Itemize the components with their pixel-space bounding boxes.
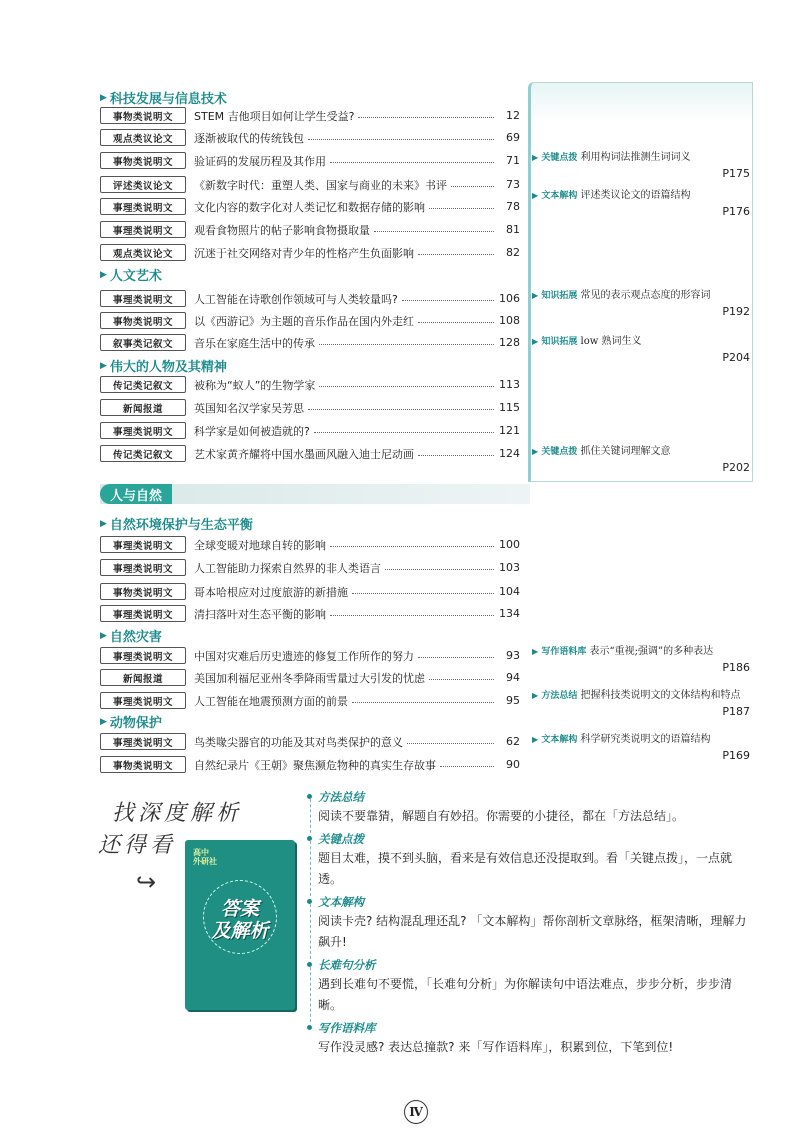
entry-page: 100: [499, 538, 520, 551]
toc-entry[interactable]: [100, 398, 520, 417]
entry-title: 逐渐被取代的传统钱包: [194, 131, 304, 145]
toc-entry[interactable]: [100, 311, 520, 330]
triangle-icon: ▶: [100, 269, 107, 280]
entry-title: 《新数字时代：重塑人类、国家与商业的未来》书评: [194, 178, 447, 192]
triangle-icon: ▶: [532, 447, 539, 456]
dot-leader: [418, 254, 494, 255]
section-title: 伟大的人物及其精神: [109, 360, 227, 375]
note-page-ref: P204: [722, 351, 750, 364]
entry-page: 134: [499, 607, 520, 620]
toc-entry[interactable]: [100, 558, 520, 577]
entry-title: 以《西游记》为主题的音乐作品在国内外走红: [194, 314, 414, 328]
entry-title: 艺术家黄齐耀将中国水墨画风融入迪士尼动画: [194, 447, 414, 461]
toc-entry[interactable]: [100, 220, 520, 239]
note-text: 利用构词法推测生词词义: [580, 152, 691, 163]
note-text: 表示“重视;强调”的多种表达: [589, 646, 714, 657]
entry-title: 人工智能在诗歌创作领域可与人类较量吗?: [194, 292, 398, 306]
triangle-icon: ▶: [532, 337, 539, 346]
entry-page: 104: [499, 585, 520, 598]
note-text: 常见的表示观点态度的形容词: [580, 290, 711, 301]
entry-title: 美国加利福尼亚州冬季降雨雪量过大引发的忧虑: [194, 671, 425, 685]
side-note: [532, 188, 750, 219]
entry-page: 95: [506, 694, 520, 707]
genre-tag: 事理类说明文: [100, 733, 186, 750]
triangle-icon: ▶: [532, 191, 539, 200]
triangle-icon: ▶: [100, 716, 107, 727]
entry-title: 哥本哈根应对过度旅游的新措施: [194, 585, 348, 599]
triangle-icon: ▶: [532, 735, 539, 744]
entry-page: 115: [499, 401, 520, 414]
entry-title: 文化内容的数字化对人类记忆和数据存储的影响: [194, 200, 425, 214]
genre-tag: 传记类记叙文: [100, 376, 186, 393]
genre-tag: 事理类说明文: [100, 221, 186, 238]
dot-leader: [330, 162, 494, 163]
section-title: 自然环境保护与生态平衡: [109, 518, 253, 533]
triangle-icon: ▶: [100, 92, 107, 103]
triangle-icon: ▶: [100, 518, 107, 529]
toc-entry[interactable]: [100, 755, 520, 774]
entry-title: STEM 吉他项目如何让学生受益?: [194, 109, 355, 123]
guide-item: [308, 956, 748, 1016]
entry-page: 94: [506, 671, 520, 684]
banner-label: 人与自然: [100, 484, 172, 504]
genre-tag: 事物类说明文: [100, 152, 186, 169]
entry-page: 62: [506, 735, 520, 748]
entry-title: 验证码的发展历程及其作用: [194, 154, 326, 168]
promo-heading-line2: 还得看: [98, 833, 177, 858]
note-text: 抓住关键词理解文意: [580, 446, 671, 457]
dot-leader: [385, 569, 494, 570]
toc-entry[interactable]: [100, 604, 520, 623]
triangle-icon: ▶: [100, 630, 107, 641]
dot-leader: [358, 117, 494, 118]
entry-page: 81: [506, 223, 520, 236]
book-top-line1: 高中: [193, 848, 209, 857]
guide-heading: 关键点拨: [318, 830, 748, 848]
toc-entry[interactable]: [100, 243, 520, 262]
note-tag: 知识拓展: [541, 291, 578, 301]
toc-entry[interactable]: [100, 444, 520, 463]
toc-entry[interactable]: [100, 333, 520, 352]
entry-page: 121: [499, 424, 520, 437]
entry-title: 自然纪录片《王朝》聚焦濒危物种的真实生存故事: [194, 758, 436, 772]
guide-text: 题目太难，摸不到头脑，看来是有效信息还没提取到。看「关键点拨」，一点就透。: [318, 851, 733, 886]
guide-text: 阅读卡壳? 结构混乱理还乱? 「文本解构」帮你剖析文章脉络，框架清晰，理解力飙升!: [318, 914, 747, 949]
dot-leader: [418, 455, 494, 456]
entry-page: 124: [499, 447, 520, 460]
note-page-ref: P175: [722, 167, 750, 180]
dot-leader: [330, 615, 494, 616]
genre-tag: 事理类说明文: [100, 559, 186, 576]
toc-entry[interactable]: [100, 421, 520, 440]
toc-entry[interactable]: [100, 128, 520, 147]
book-title-line1: 答案: [220, 898, 259, 920]
genre-tag: 事理类说明文: [100, 198, 186, 215]
genre-tag: 叙事类记叙文: [100, 334, 186, 351]
dot-leader: [418, 322, 494, 323]
note-tag: 关键点拨: [541, 447, 578, 457]
note-text: 把握科技类说明文的文体结构和特点: [580, 690, 741, 701]
guide-heading: 写作语料库: [318, 1019, 748, 1037]
entry-page: 78: [506, 200, 520, 213]
book-top-line2: 外研社: [193, 857, 217, 866]
triangle-icon: ▶: [100, 360, 107, 371]
genre-tag: 事物类说明文: [100, 312, 186, 329]
entry-page: 108: [499, 314, 520, 327]
side-note: [532, 444, 750, 475]
genre-tag: 事物类说明文: [100, 756, 186, 773]
dot-leader: [374, 231, 494, 232]
entry-title: 科学家是如何被造就的?: [194, 424, 310, 438]
dot-leader: [402, 300, 494, 301]
entry-page: 128: [499, 336, 520, 349]
entry-title: 清扫落叶对生态平衡的影响: [194, 607, 326, 621]
section-title: 科技发展与信息技术: [109, 92, 227, 107]
note-tag: 方法总结: [541, 691, 578, 701]
genre-tag: 事理类说明文: [100, 422, 186, 439]
guide-text: 阅读不要靠猜，解题自有妙招。你需要的小捷径，都在「方法总结」。: [318, 809, 685, 823]
entry-page: 69: [506, 131, 520, 144]
toc-entry[interactable]: [100, 289, 520, 308]
book-title-line2: 及解析: [211, 920, 269, 942]
guide-heading: 文本解构: [318, 893, 748, 911]
note-tag: 文本解构: [541, 191, 578, 201]
toc-entry[interactable]: [100, 582, 520, 601]
triangle-icon: ▶: [532, 647, 539, 656]
section-heading: [100, 88, 227, 107]
toc-entry[interactable]: [100, 646, 520, 665]
toc-entry[interactable]: [100, 535, 520, 554]
guide-text: 写作没灵感? 表达总撞款? 来「写作语料库」，积累到位，下笔到位!: [318, 1040, 674, 1054]
side-note: [532, 334, 750, 365]
section-title: 动物保护: [109, 716, 162, 731]
promo-heading-line1: 找深度解析: [112, 801, 243, 826]
side-note: [532, 150, 750, 181]
entry-title: 观看食物照片的帖子影响食物摄取量: [194, 223, 370, 237]
side-note: [532, 644, 750, 675]
note-text: low 熟词生义: [580, 336, 642, 347]
dot-leader: [429, 679, 494, 680]
toc-entry[interactable]: [100, 106, 520, 125]
genre-tag: 事理类说明文: [100, 605, 186, 622]
genre-tag: 新闻报道: [100, 669, 186, 686]
toc-entry[interactable]: [100, 151, 520, 170]
entry-title: 全球变暖对地球自转的影响: [194, 538, 326, 552]
section-title: 自然灾害: [109, 630, 162, 645]
dot-leader: [429, 208, 494, 209]
dot-leader: [352, 702, 494, 703]
genre-tag: 事物类说明文: [100, 107, 186, 124]
note-page-ref: P192: [722, 305, 750, 318]
section-heading: [100, 514, 253, 533]
book-title: [195, 898, 285, 942]
triangle-icon: ▶: [532, 291, 539, 300]
side-note: [532, 288, 750, 319]
triangle-icon: ▶: [532, 691, 539, 700]
entry-title: 鸟类喙尖器官的功能及其对鸟类保护的意义: [194, 735, 403, 749]
theme-banner: [100, 484, 530, 504]
entry-page: 90: [506, 758, 520, 771]
entry-title: 被称为“蚁人”的生物学家: [194, 378, 316, 392]
feature-guide: [308, 788, 748, 1061]
entry-page: 73: [506, 178, 520, 191]
entry-title: 人工智能在地震预测方面的前景: [194, 694, 348, 708]
guide-heading: 长难句分析: [318, 956, 748, 974]
toc-entry[interactable]: [100, 197, 520, 216]
dot-leader: [319, 344, 494, 345]
note-page-ref: P187: [722, 705, 750, 718]
book-series-label: [193, 848, 217, 866]
guide-item: [308, 893, 748, 953]
entry-page: 106: [499, 292, 520, 305]
note-page-ref: P202: [722, 461, 750, 474]
section-heading: [100, 712, 162, 731]
toc-entry[interactable]: [100, 375, 520, 394]
dot-leader: [308, 139, 494, 140]
side-note: [532, 688, 750, 719]
entry-title: 沉迷于社交网络对青少年的性格产生负面影响: [194, 246, 414, 260]
section-heading: [100, 356, 227, 375]
dot-leader: [314, 432, 494, 433]
genre-tag: 观点类议论文: [100, 129, 186, 146]
note-page-ref: P176: [722, 205, 750, 218]
side-note: [532, 732, 750, 763]
guide-item: [308, 1019, 748, 1058]
genre-tag: 事理类说明文: [100, 647, 186, 664]
entry-title: 英国知名汉学家吴芳思: [194, 401, 304, 415]
entry-title: 音乐在家庭生活中的传承: [194, 336, 315, 350]
genre-tag: 传记类记叙文: [100, 445, 186, 462]
note-page-ref: P169: [722, 749, 750, 762]
genre-tag: 观点类议论文: [100, 244, 186, 261]
genre-tag: 事理类说明文: [100, 290, 186, 307]
section-heading: [100, 626, 162, 645]
toc-entry[interactable]: [100, 732, 520, 751]
note-tag: 写作语料库: [541, 647, 587, 657]
note-page-ref: P186: [722, 661, 750, 674]
dot-leader: [407, 743, 494, 744]
note-text: 评述类议论文的语篇结构: [580, 190, 691, 201]
note-tag: 关键点拨: [541, 153, 578, 163]
dot-leader: [418, 657, 494, 658]
guide-item: [308, 788, 748, 827]
genre-tag: 事物类说明文: [100, 583, 186, 600]
entry-page: 82: [506, 246, 520, 259]
genre-tag: 事理类说明文: [100, 692, 186, 709]
entry-page: 103: [499, 561, 520, 574]
toc-entry[interactable]: [100, 175, 520, 194]
page-number: Ⅳ: [404, 1100, 428, 1124]
note-tag: 文本解构: [541, 735, 578, 745]
section-heading: [100, 265, 162, 284]
dot-leader: [319, 386, 494, 387]
genre-tag: 新闻报道: [100, 399, 186, 416]
section-title: 人文艺术: [109, 269, 162, 284]
dot-leader: [330, 546, 494, 547]
dot-leader: [308, 409, 494, 410]
side-notes-panel: [528, 82, 753, 482]
dot-leader: [352, 593, 494, 594]
dot-leader: [440, 766, 494, 767]
guide-text: 遇到长难句不要慌，「长难句分析」为你解读句中语法难点，步步分析，步步清晰。: [318, 977, 733, 1012]
guide-item: [308, 830, 748, 890]
genre-tag: 评述类议论文: [100, 176, 186, 193]
dot-leader: [451, 186, 494, 187]
genre-tag: 事理类说明文: [100, 536, 186, 553]
triangle-icon: ▶: [532, 153, 539, 162]
toc-entry[interactable]: [100, 668, 520, 687]
curved-arrow-icon: ↪: [136, 868, 157, 896]
entry-page: 113: [499, 378, 520, 391]
entry-page: 93: [506, 649, 520, 662]
toc-entry[interactable]: [100, 691, 520, 710]
entry-page: 71: [506, 154, 520, 167]
entry-title: 中国对灾难后历史遗迹的修复工作所作的努力: [194, 649, 414, 663]
guide-heading: 方法总结: [318, 788, 748, 806]
answer-book-cover: [185, 840, 295, 1010]
entry-page: 12: [506, 109, 520, 122]
note-text: 科学研究类说明文的语篇结构: [580, 734, 711, 745]
note-tag: 知识拓展: [541, 337, 578, 347]
entry-title: 人工智能助力探索自然界的非人类语言: [194, 561, 381, 575]
